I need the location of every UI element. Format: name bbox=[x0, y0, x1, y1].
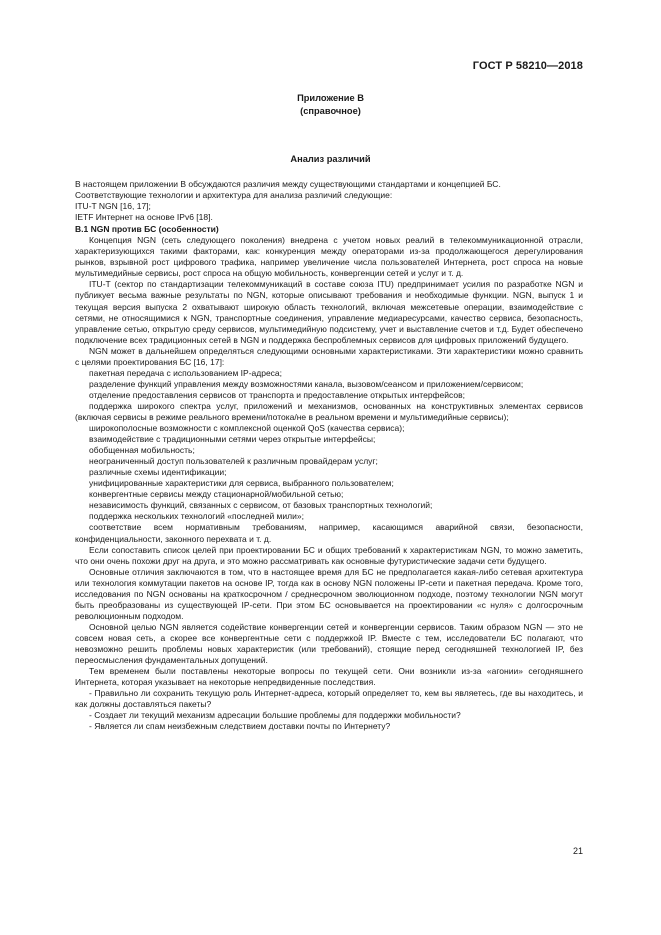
list-item: неограниченный доступ пользователей к различным провайдерам услуг; bbox=[89, 456, 378, 467]
question-item: - Является ли спам неизбежным следствием доставки почты по Интернету? bbox=[89, 721, 391, 732]
list-item: конвергентные сервисы между стационарной/мобильной сетью; bbox=[89, 489, 344, 500]
question-item: - Правильно ли сохранить текущую роль Интернет-адреса, который определяет то, кем вы являетесь, где вы находитесь, и как должны доставляться пакеты? bbox=[75, 688, 583, 710]
list-item: унифицированные характеристики для сервиса, выбранного пользователем; bbox=[89, 478, 394, 489]
paragraph: Основной целью NGN является содействие конвергенции сетей и конвергенции сервисов. Таким образом NGN — это не совсем новая сеть, а скорее все конвергентные сети с поддержкой IP. Вместе с тем, исследователи БС полагают, что невозможно решить проблемы новых характеристик (или требований), стоящие перед сегодняшней технологией IP, без переосмысления фундаментальных допущений. bbox=[75, 621, 583, 666]
list-item: независимость функций, связанных с сервисом, от базовых транспортных технологий; bbox=[89, 500, 433, 511]
list-item: поддержка нескольких технологий «последней мили»; bbox=[89, 511, 304, 522]
paragraph: ITU-T (сектор по стандартизации телекоммуникаций в составе союза ITU) предпринимает усилия по разработке NGN и публикует весьма важные результаты по NGN, которые описывают требования и необходимые функции. NGN, выпуск 1 и текущая версия выпуска 2 охватывают широкую область технологий, включая межсетевые операции, взаимодействие с сетями, не относящимися к NGN, транспортные соединения, управление медиаресурсами, качество сервиса, безопасность, управление сетью, открытую среду сервисов, мультимедийную подсистему, учет и выставление счетов и т.д. Будет обеспечено подключение всех традиционных сетей в NGN и поддержка беспроблемных сервисов для цифровых приложений будущего. bbox=[75, 279, 583, 345]
intro-paragraph: Соответствующие технологии и архитектура для анализа различий следующие: bbox=[75, 190, 393, 201]
list-item: обобщенная мобильность; bbox=[89, 445, 195, 456]
paragraph: Тем временем были поставлены некоторые вопросы по текущей сети. Они возникли из-за «агонии» сегодняшнего Интернета, которая указывает на некоторые непредвиденные последствия. bbox=[75, 666, 583, 688]
subsection-title: В.1 NGN против БС (особенности) bbox=[75, 224, 219, 235]
paragraph: Если сопоставить список целей при проектировании БС и общих требований к характеристикам NGN, то можно заметить, что они очень похожи друг на друга, и это можно рассматривать как основные футуристические задачи сети будущего. bbox=[75, 544, 583, 566]
list-item: взаимодействие с традиционными сетями через открытые интерфейсы; bbox=[89, 434, 376, 445]
intro-list-item: IETF Интернет на основе IPv6 [18]. bbox=[75, 212, 213, 223]
list-item: отделение предоставления сервисов от транспорта и предоставление открытых интерфейсов; bbox=[89, 389, 465, 400]
list-item: разделение функций управления между возможностями канала, вызовом/сеансом и приложением/сервисом; bbox=[89, 378, 524, 389]
list-item: поддержка широкого спектра услуг, приложений и механизмов, основанных на конструктивных элементах сервисов (включая сервисы в режиме реального времени/потока/не в реальном времени и мультимедийные сервисы); bbox=[75, 400, 583, 422]
intro-paragraph: В настоящем приложении В обсуждаются различия между существующими стандартами и концепцией БС. bbox=[75, 179, 501, 189]
question-item: - Создает ли текущий механизм адресации большие проблемы для поддержки мобильности? bbox=[89, 710, 461, 721]
paragraph: NGN может в дальнейшем определяться следующими основными характеристиками. Эти характеристики можно сравнить с целями проектирования БС [16, 17]: bbox=[75, 345, 583, 367]
list-item: широкополосные возможности с комплексной оценкой QoS (качества сервиса); bbox=[89, 423, 405, 434]
paragraph: Концепция NGN (сеть следующего поколения) внедрена с учетом новых реалий в телекоммуникационной отрасли, характеризующихся такими факторами, как: конкуренция между операторами из-за продолжающегося дерегулирования рынков, взрывной рост цифрового трафика, например увеличение числа пользователей Интернета, рост спроса на новые мультимедийные сервисы, рост спроса на общую мобильность, конвергенции сетей и услуг и т. д. bbox=[75, 235, 583, 279]
list-item: соответствие всем нормативным требованиям, например, касающимся аварийной связи, безопасности, конфиденциальности, законного перехвата и т. д. bbox=[75, 522, 583, 544]
list-item: пакетная передача с использованием IP-адреса; bbox=[89, 367, 283, 378]
list-item: различные схемы идентификации; bbox=[89, 467, 227, 478]
document-standard-header: ГОСТ Р 58210—2018 bbox=[472, 60, 583, 72]
appendix-heading bbox=[0, 92, 661, 117]
paragraph: Основные отличия заключаются в том, что в настоящее время для БС не предполагается какая-либо сетевая архитектура или технология коммутации пакетов на основе IP, тогда как в основу NGN положены IP-сети и пакетная передача. Кроме того, исследования по NGN основаны на краткосрочном / среднесрочном эволюционном подходе, поэтому технологии NGN могут быть преобразованы из существующей IP-сети. При этом БС основывается на проектировании «с нуля» с долгосрочным революционным подходом. bbox=[75, 566, 583, 621]
document-body bbox=[75, 179, 583, 732]
intro-list-item: ITU-T NGN [16, 17]; bbox=[75, 201, 151, 212]
appendix-title: Приложение В bbox=[297, 93, 364, 103]
appendix-subtitle: (справочное) bbox=[300, 105, 361, 116]
page-number: 21 bbox=[572, 846, 583, 856]
section-title: Анализ различий bbox=[290, 154, 371, 164]
